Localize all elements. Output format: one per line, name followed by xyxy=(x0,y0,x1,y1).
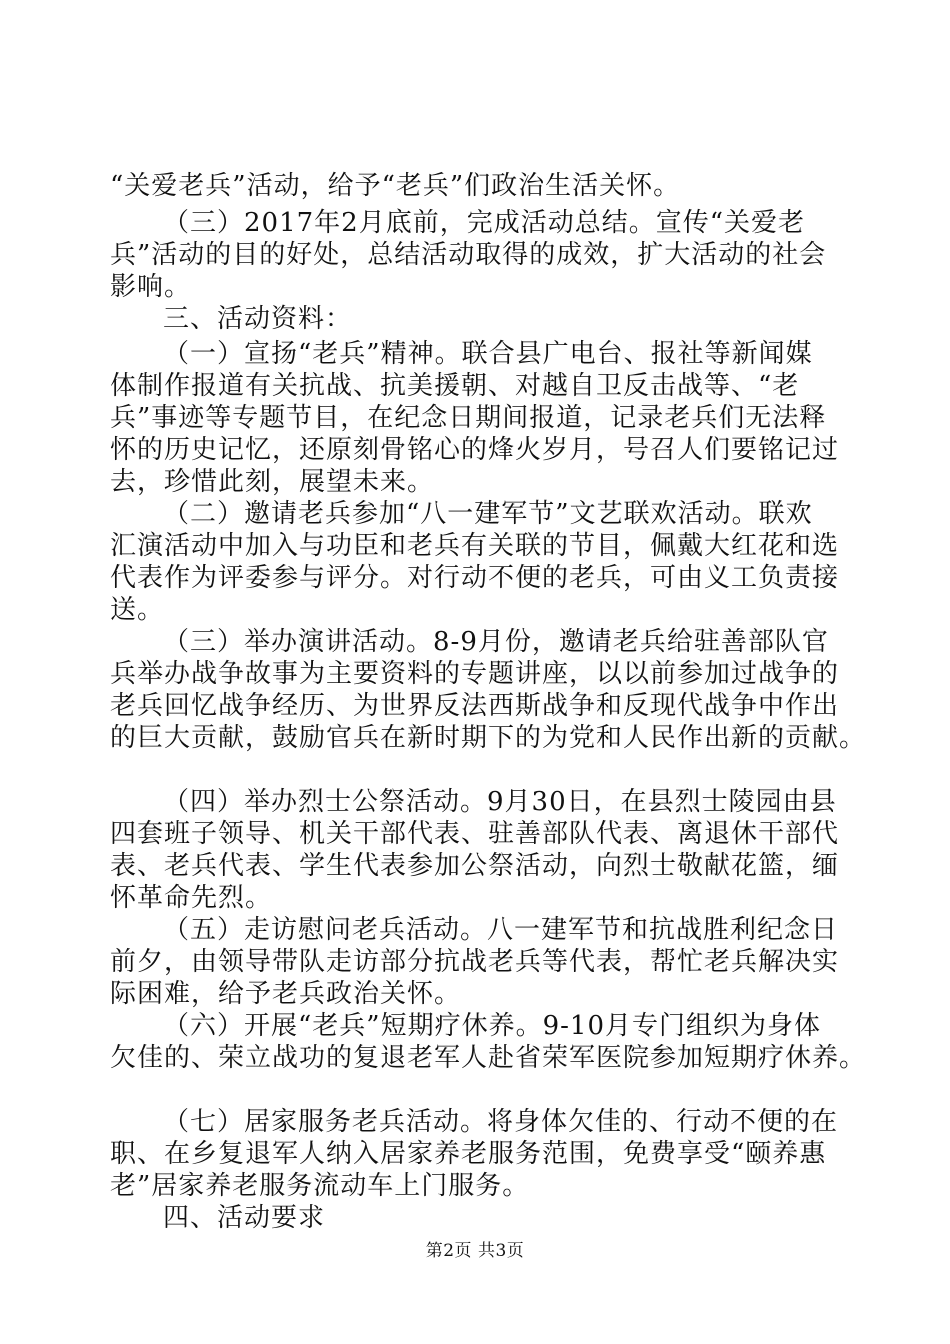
text-line: 怀的历史记忆，还原刻骨铭心的烽火岁月，号召人们要铭记过 xyxy=(110,435,840,465)
text-line: 老”居家养老服务流动车上门服务。 xyxy=(110,1171,530,1201)
text-line: 表、老兵代表、学生代表参加公祭活动，向烈士敬献花篮，缅 xyxy=(110,851,840,881)
text-line: 代表作为评委参与评分。对行动不便的老兵，可由义工负责接 xyxy=(110,563,840,593)
text-line: 汇演活动中加入与功臣和老兵有关联的节目，佩戴大红花和选 xyxy=(110,531,840,561)
text-line: “关爱老兵”活动，给予“老兵”们政治生活关怀。 xyxy=(110,171,681,201)
text-line: 职、在乡复退军人纳入居家养老服务范围，免费享受“颐养惠 xyxy=(110,1139,827,1169)
text-line: （五）走访慰问老兵活动。八一建军节和抗战胜利纪念日 xyxy=(163,915,839,945)
text-line: 的巨大贡献，鼓励官兵在新时期下的为党和人民作出新的贡献。 xyxy=(110,723,867,753)
text-line: 前夕，由领导带队走访部分抗战老兵等代表，帮忙老兵解决实 xyxy=(110,947,840,977)
section-heading: 三、活动资料： xyxy=(163,304,353,334)
text-line: 去，珍惜此刻，展望未来。 xyxy=(110,467,435,497)
text-line: （二）邀请老兵参加“八一建军节”文艺联欢活动。联欢 xyxy=(163,499,813,529)
section-heading: 四、活动要求 xyxy=(163,1203,326,1233)
text-line: （三）举办演讲活动。8-9月份，邀请老兵给驻善部队官 xyxy=(163,627,829,657)
text-line: 怀革命先烈。 xyxy=(110,883,273,913)
text-line: （七）居家服务老兵活动。将身体欠佳的、行动不便的在 xyxy=(163,1107,839,1137)
text-line: 欠佳的、荣立战功的复退老军人赴省荣军医院参加短期疗休养。 xyxy=(110,1043,867,1073)
text-line: （六）开展“老兵”短期疗休养。9-10月专门组织为身体 xyxy=(163,1011,821,1041)
text-line: 兵”活动的目的好处，总结活动取得的成效，扩大活动的社会 xyxy=(110,240,827,270)
text-line: 影响。 xyxy=(110,272,192,302)
text-line: 兵举办战争故事为主要资料的专题讲座，以以前参加过战争的 xyxy=(110,659,840,689)
text-line: （四）举办烈士公祭活动。9月30日，在县烈士陵园由县 xyxy=(163,787,837,817)
page-footer: 第2页 共3页 xyxy=(425,1241,525,1261)
text-line: （一）宣扬“老兵”精神。联合县广电台、报社等新闻媒 xyxy=(163,339,813,369)
text-line: 老兵回忆战争经历、为世界反法西斯战争和反现代战争中作出 xyxy=(110,691,840,721)
text-line: 送。 xyxy=(110,595,165,625)
text-line: （三）2017年2月底前，完成活动总结。宣传“关爱老 xyxy=(163,208,806,238)
text-line: 际困难，给予老兵政治关怀。 xyxy=(110,979,462,1009)
text-line: 兵”事迹等专题节目，在纪念日期间报道，记录老兵们无法释 xyxy=(110,403,827,433)
text-line: 四套班子领导、机关干部代表、驻善部队代表、离退休干部代 xyxy=(110,819,840,849)
text-line: 体制作报道有关抗战、抗美援朝、对越自卫反击战等、“老 xyxy=(110,371,800,401)
